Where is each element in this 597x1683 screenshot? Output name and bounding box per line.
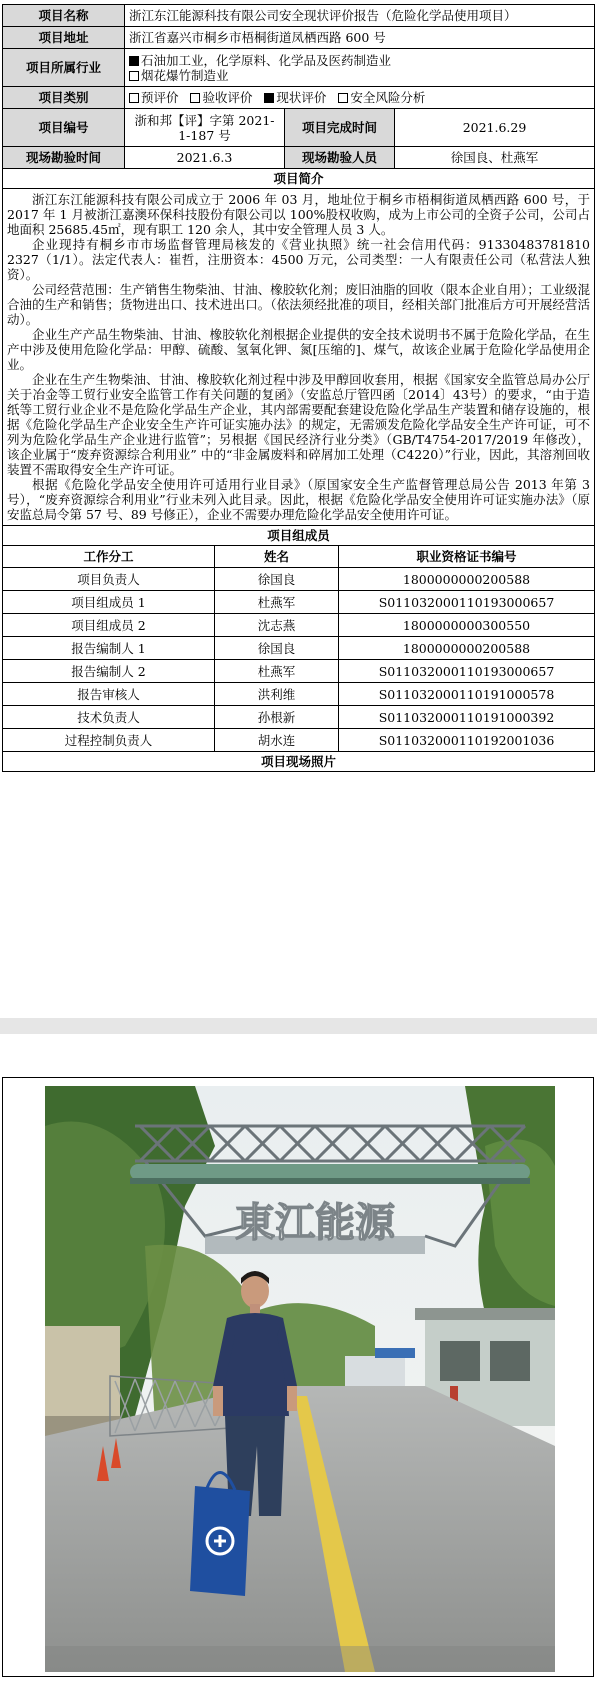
intro-paragraph: 企业生产产品生物柴油、甘油、橡胶软化剂根据企业提供的安全技术说明书不属于危险化学品，在生产中涉及使用危险化学品：甲醇、硫酸、氢氧化钾、氮[压缩的]、煤气，故该企业属于危险化学品使用企业。 <box>7 327 590 372</box>
member-name: 孙根新 <box>215 706 339 729</box>
category-option-risk: 安全风险分析 <box>350 90 426 105</box>
survey-time-label: 现场勘验时间 <box>3 147 125 169</box>
member-cert: S011032000110193000657 <box>339 660 595 683</box>
members-table <box>2 545 595 772</box>
project-number-value: 浙和邦【评】字第 2021-1-187 号 <box>125 109 285 147</box>
table-row <box>3 637 595 660</box>
project-address-label: 项目地址 <box>3 27 125 49</box>
photos-title: 项目现场照片 <box>3 752 595 772</box>
member-cert: 1800000000200588 <box>339 637 595 660</box>
survey-staff-value: 徐国良、杜燕军 <box>395 147 595 169</box>
member-role: 项目负责人 <box>3 568 215 591</box>
member-name: 徐国良 <box>215 568 339 591</box>
project-name-value: 浙江东江能源科技有限公司安全现状评价报告（危险化学品使用项目） <box>125 5 595 27</box>
project-number-label: 项目编号 <box>3 109 125 147</box>
checkbox-empty-icon <box>129 93 139 103</box>
project-name-label: 项目名称 <box>3 5 125 27</box>
member-cert: S011032000110191000578 <box>339 683 595 706</box>
intro-paragraph: 企业现持有桐乡市市场监督管理局核发的《营业执照》统一社会信用代码：91330483781810 2327（1/1）。法定代表人：崔哲，注册资本：4500 万元，公司类型：一人有限责任公司（私营法人独资）。 <box>7 237 590 282</box>
project-address-value: 浙江省嘉兴市桐乡市梧桐街道凤栖西路 600 号 <box>125 27 595 49</box>
table-row <box>3 706 595 729</box>
survey-staff-label: 现场勘验人员 <box>285 147 395 169</box>
checkbox-empty-icon <box>129 71 139 81</box>
member-role: 技术负责人 <box>3 706 215 729</box>
members-col-cert: 职业资格证书编号 <box>339 546 595 568</box>
project-complete-label: 项目完成时间 <box>285 109 395 147</box>
checkbox-checked-icon <box>264 93 274 103</box>
project-info-table <box>2 4 595 546</box>
site-photo <box>45 1086 555 1672</box>
member-name: 杜燕军 <box>215 660 339 683</box>
site-photo-image <box>45 1086 555 1672</box>
table-row <box>3 591 595 614</box>
member-name: 徐国良 <box>215 637 339 660</box>
table-row <box>3 729 595 752</box>
table-row <box>3 660 595 683</box>
table-row <box>3 683 595 706</box>
member-cert: 1800000000200588 <box>339 568 595 591</box>
project-industry-label: 项目所属行业 <box>3 49 125 87</box>
category-option-acceptance: 验收评价 <box>202 90 253 105</box>
members-col-role: 工作分工 <box>3 546 215 568</box>
project-complete-value: 2021.6.29 <box>395 109 595 147</box>
survey-time-value: 2021.6.3 <box>125 147 285 169</box>
project-industry-value <box>125 49 595 87</box>
member-name: 洪利维 <box>215 683 339 706</box>
page-separator <box>0 1018 597 1034</box>
members-title: 项目组成员 <box>3 526 595 546</box>
member-role: 过程控制负责人 <box>3 729 215 752</box>
checkbox-checked-icon <box>129 56 139 66</box>
project-category-label: 项目类别 <box>3 87 125 109</box>
table-row <box>3 568 595 591</box>
checkbox-empty-icon <box>190 93 200 103</box>
member-name: 杜燕军 <box>215 591 339 614</box>
member-cert: 1800000000300550 <box>339 614 595 637</box>
member-name: 胡水连 <box>215 729 339 752</box>
intro-paragraph: 根据《危险化学品安全使用许可适用行业目录》（原国家安全生产监督管理总局公告 2013 年第 3 号），“废弃资源综合利用业”行业未列入此目录。因此，根据《危险化学品安全使用许可证实施办法》（原安监总局令第 57 号、89 号修正），企业不需要办理危险化学品安全使用许可证。 <box>7 477 590 522</box>
intro-paragraph: 浙江东江能源科技有限公司成立于 2006 年 03 月，地址位于桐乡市梧桐街道凤栖西路 600 号，于 2017 年 1 月被浙江嘉澳环保科技股份有限公司以 100%股权收购，成为上市公司的全资子公司，公司占地面积 25685.45㎡，现有职工 120 余人，其中安全管理人员 3 人。 <box>7 192 590 237</box>
table-row <box>3 614 595 637</box>
industry-option-1: 石油加工业，化学原料、化学品及医药制造业 <box>141 52 392 68</box>
member-name: 沈志燕 <box>215 614 339 637</box>
members-col-name: 姓名 <box>215 546 339 568</box>
member-cert: S011032000110191000392 <box>339 706 595 729</box>
project-category-value <box>125 87 595 109</box>
member-role: 报告编制人 2 <box>3 660 215 683</box>
industry-option-2: 烟花爆竹制造业 <box>141 67 229 83</box>
category-option-pre: 预评价 <box>141 90 179 105</box>
gate-sign-text: 東江能源 <box>235 1199 395 1246</box>
intro-title: 项目简介 <box>3 169 595 189</box>
intro-paragraph: 企业在生产生物柴油、甘油、橡胶软化剂过程中涉及甲醇回收套用，根据《国家安全监管总局办公厅关于冶金等工贸行业安全监管工作有关问题的复函》（安监总厅管四函〔2014〕43号）的要求，“由于造纸等工贸行业企业不是危险化学品生产企业，其内部需要配套建设危险化学品生产装置和储存设施的，根据《危险化学品生产企业安全生产许可证实施办法》的规定，无需颁发危险化学品安全生产许可证，可不列为危险化学品生产企业进行监管”；另根据《国民经济行业分类》（GB/T4754-2017/2019 年修改），该企业属于“废弃资源综合利用业” 中的“非金属废料和碎屑加工处理（C4220）”行业，因此，其溶剂回收装置不需取得安全生产许可证。 <box>7 372 590 477</box>
member-role: 项目组成员 1 <box>3 591 215 614</box>
member-cert: S011032000110193000657 <box>339 591 595 614</box>
checkbox-empty-icon <box>338 93 348 103</box>
intro-paragraph: 公司经营范围：生产销售生物柴油、甘油、橡胶软化剂；废旧油脂的回收（限本企业自用）；工业级混合油的生产和销售；货物进出口、技术进出口。（依法须经批准的项目，经相关部门批准后方可开展经营活动）。 <box>7 282 590 327</box>
category-option-status: 现状评价 <box>276 90 327 105</box>
intro-body <box>3 189 595 526</box>
member-role: 报告编制人 1 <box>3 637 215 660</box>
member-role: 报告审核人 <box>3 683 215 706</box>
member-cert: S011032000110192001036 <box>339 729 595 752</box>
member-role: 项目组成员 2 <box>3 614 215 637</box>
